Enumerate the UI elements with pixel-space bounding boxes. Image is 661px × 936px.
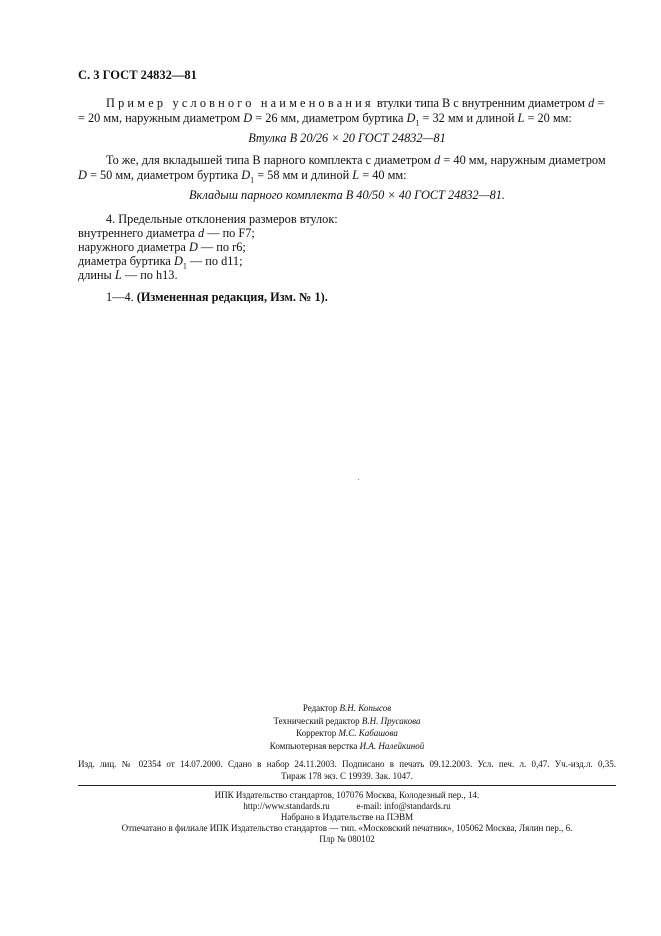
amendment-text: (Измененная редакция, Изм. № 1).: [136, 290, 328, 304]
insert-line2-b: = 58 мм и длиной: [257, 168, 350, 182]
item2-label: наружного диаметра: [78, 240, 186, 254]
publisher-line-1: ИПК Издательство стандартов, 107076 Москва, Колодезный пер., 14.: [214, 790, 480, 800]
subscript-1: 1: [415, 118, 420, 128]
item1-value: — по F7;: [207, 226, 255, 240]
insert-line-1: [106, 153, 606, 168]
example-designation: Втулка В 20/26 × 20 ГОСТ 24832—81: [248, 131, 446, 145]
example-line2-a: = 20 мм, наружным диаметром: [78, 111, 241, 125]
var-d: d: [588, 96, 595, 110]
var-L: L: [114, 268, 122, 282]
equals-sign: =: [597, 96, 605, 110]
item3-value: — по d11;: [189, 254, 243, 268]
publisher-line-3: Набрано в Издательстве на ПЭВМ: [280, 812, 414, 822]
insert-line2-a: = 50 мм, диаметром буртика: [89, 168, 239, 182]
credit-corrector-name: М.С. Кабашова: [338, 728, 398, 738]
tolerance-item-4: [78, 268, 178, 283]
example-spaced-words: Пример условного наименования: [106, 96, 374, 110]
credit-editor-label: Редактор: [302, 703, 338, 713]
insert-line-2: [78, 168, 407, 187]
item1-label: внутреннего диаметра: [78, 226, 195, 240]
var-L: L: [352, 168, 360, 182]
example-line1-text: втулки типа В с внутренним диаметром: [376, 96, 585, 110]
credit-corrector: [78, 727, 616, 740]
credit-tech-editor: [78, 715, 616, 728]
page-header: С. 3 ГОСТ 24832—81: [78, 68, 197, 82]
credit-layout-label: Компьютерная верстка: [269, 740, 358, 751]
var-D: D: [243, 111, 253, 125]
credit-tech-name: В.Н. Прусакова: [361, 715, 421, 726]
tolerance-item-2: [78, 240, 246, 255]
speck: [358, 479, 359, 480]
credit-layout-name: И.А. Налейкиной: [359, 740, 425, 751]
section-4-title: 4. Предельные отклонения размеров втулок:: [106, 212, 338, 226]
example-line2-b: = 26 мм, диаметром буртика: [255, 111, 404, 125]
var-D1: D: [406, 111, 416, 125]
imprint-line-1: Изд. лиц. № 02354 от 14.07.2000. Сдано в набор 24.11.2003. Подписано в печать 09.12.2003. Усл. печ. л. 0,47. Уч.-изд.л. 0,35.: [78, 759, 616, 769]
var-d: d: [198, 226, 205, 240]
insert-designation: Вкладыш парного комплекта В 40/50 × 40 ГОСТ 24832—81.: [188, 188, 505, 202]
item4-label: длины: [78, 268, 112, 282]
insert-line2-c: = 40 мм:: [362, 168, 407, 182]
publisher-email: e-mail: info@standards.ru: [356, 801, 451, 811]
amendment-note: [106, 290, 328, 305]
publisher-line-4: Отпечатано в филиале ИПК Издательство стандартов — тип. «Московский печатник», 105062 Москва, Лялин пер., 6.: [121, 823, 573, 833]
var-D1: D: [173, 254, 183, 268]
publisher-url: http://www.standards.ru: [243, 801, 330, 811]
example-line2-d: = 20 мм:: [527, 111, 572, 125]
credit-corrector-label: Корректор: [296, 728, 337, 738]
example-line-2: [78, 111, 572, 130]
item4-value: — по h13.: [124, 268, 178, 282]
example-line2-c: = 32 мм и длиной: [422, 111, 515, 125]
item2-value: — по r6;: [200, 240, 246, 254]
imprint-line-2: Тираж 178 экз. С 19939. Зак. 1047.: [281, 771, 413, 781]
subscript-1: 1: [250, 175, 255, 185]
var-L: L: [517, 111, 525, 125]
var-D: D: [188, 240, 198, 254]
credit-editor-name: В.Н. Копысов: [339, 703, 392, 713]
credits-block: [78, 702, 616, 752]
publisher-line-5: Плр № 080102: [319, 834, 375, 844]
var-D: D: [78, 168, 87, 182]
item3-label: диаметра буртика: [78, 254, 171, 268]
credit-layout: [78, 740, 616, 753]
tolerance-item-1: [78, 226, 255, 241]
insert-line1-a: То же, для вкладышей типа В парного комплекта с диаметром: [106, 153, 432, 167]
var-D1: D: [241, 168, 251, 182]
footer-divider: [78, 785, 616, 786]
example-line-1: [106, 96, 604, 111]
subscript-1: 1: [182, 261, 187, 271]
credit-editor: [78, 702, 616, 715]
amendment-prefix: 1—4.: [106, 290, 134, 304]
var-d: d: [434, 153, 441, 167]
credit-tech-label: Технический редактор: [273, 715, 360, 726]
insert-line1-b: = 40 мм, наружным диаметром: [443, 153, 606, 167]
